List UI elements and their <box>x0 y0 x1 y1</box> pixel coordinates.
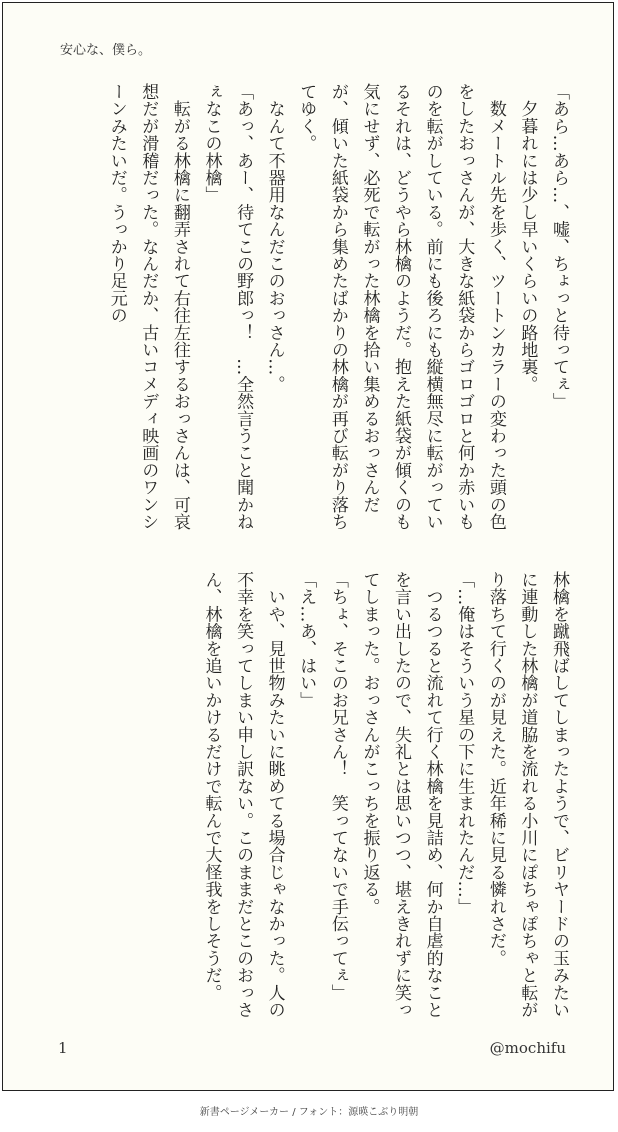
text-column-top <box>44 83 574 543</box>
paragraph: 転がる林檎に翻弄されて右往左往するおっさんは、可哀想だが滑稽だった。なんだか、古いコメディ映画のワンシーンみたいだ。うっかり足元の <box>106 83 190 531</box>
paragraph: 林檎を蹴飛ばしてしまったようで、ビリヤードの玉みたいに連動した林檎が道脇を流れる小川にぽちゃぽちゃと転がり落ちて行くのが見えた。近年稀に見る憐れさだ。 <box>485 571 569 1019</box>
paragraph: 数メートル先を歩く、ツートンカラーの変わった頭の色をしたおっさんが、大きな紙袋からゴロゴロと何か赤いものを転がしている。前にも後ろにも縦横無尽に転がっているそれは、どうやら林檎のようだ。抱えた紙袋が傾くのも気にせず、必死で転がった林檎を拾い集めるおっさんだが、傾いた紙袋から集めたばかりの林檎が再び転がり落ちてゆく。 <box>296 83 506 531</box>
paragraph: 「ちょ、そこのお兄さん！ 笑ってないで手伝ってぇ」 <box>327 571 348 1001</box>
paragraph: 「あっ、あー、待てこの野郎っ！ …全然言うこと聞かねぇなこの林檎」 <box>201 83 254 531</box>
paragraph: つるつると流れて行く林檎を見詰め、何か自虐的なことを言い出したので、失礼とは思いつつ、堪えきれずに笑ってしまった。おっさんがこっちを振り返る。 <box>359 571 443 1019</box>
page-number: 1 <box>58 1039 68 1057</box>
paragraph: なんて不器用なんだこのおっさん…。 <box>264 83 285 393</box>
generator-credit: 新書ページメーカー / フォント：源暎こぶり明朝 <box>199 1107 419 1118</box>
paragraph: 「あら…あら…、嘘、ちょっと待ってぇ」 <box>549 83 569 410</box>
paragraph: 「え…あ、はい」 <box>296 571 317 709</box>
paragraph: 「…俺はそういう星の下に生まれたんだ…」 <box>454 571 475 915</box>
book-page <box>2 2 614 1091</box>
page-title: 安心な、僕ら。 <box>60 43 152 58</box>
paragraph: いや、見世物みたいに眺めてる場合じゃなかった。人の不幸を笑ってしまい申し訳ない。このままだとこのおっさん、林檎を追いかけるだけで転んで大怪我をしそうだ。 <box>201 571 285 1019</box>
text-column-bottom <box>44 571 574 1031</box>
author-handle: @mochifu <box>489 1039 566 1057</box>
paragraph: 夕暮れには少し早いくらいの路地裏。 <box>517 83 538 393</box>
